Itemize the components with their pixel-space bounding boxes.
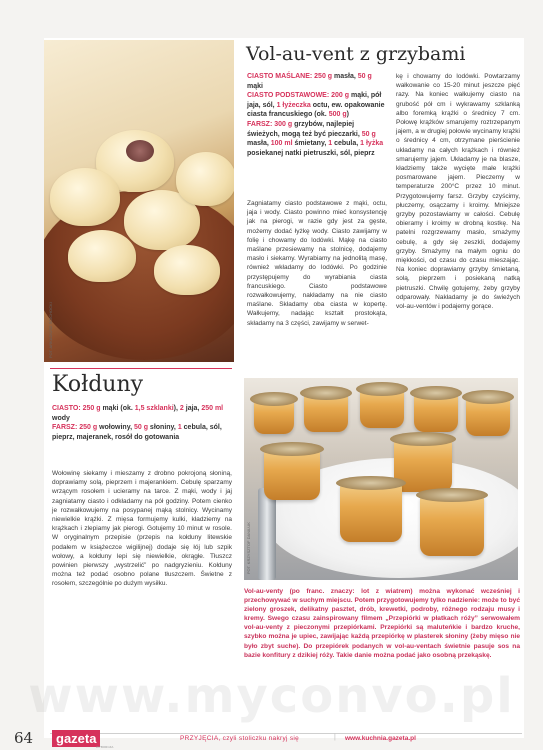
gazeta-logo: gazeta bbox=[52, 730, 100, 747]
volauvent-photo bbox=[244, 378, 518, 580]
ingredients-list bbox=[52, 404, 232, 442]
ingredient-text: słoniny, bbox=[147, 424, 178, 432]
ingredient-quantity: 50 g bbox=[361, 130, 376, 138]
dumpling-graphic bbox=[50, 168, 120, 226]
method-text: Wołowinę siekamy i mieszamy z drobno pokrojoną słoniną, doprawiamy solą, pieprzem i majerankiem. Cebulę sparzamy wrzącym rosołem i ucieramy na tarce. Z mąki, wody i jaj zagniatamy ciasto i odkładamy na pół godziny. Potem cienko je rozwałkowujemy na posypanej mąką stolnicy. Wycinamy niewielkie krążki. Z mięsa formujemy kulki, kładziemy na krążkach i zlepiamy jak pierogi. Gotujemy 10 minut w rosole. W oryginalnym przepisie (przepis na kołduny litewskie podałem w książeczce wigilijnej) dodaje się łój lub szpik wołowy, a kołduny lepi się niewielkie, okrągłe. Tłuszcz powinien pierwszy „wystrzelić” po nadgryzieniu. Kołduny można też podać osobno polane tłuszczem. Świetne z rosołem, szczególnie po dużym wysiłku. bbox=[52, 470, 232, 588]
ingredient-quantity: 300 g bbox=[274, 120, 293, 128]
ingredient-text: ), bbox=[173, 405, 180, 412]
ingredient-quantity: 250 g bbox=[314, 73, 333, 80]
logo-subtitle: WYBORCZA bbox=[96, 745, 114, 749]
ingredient-text: octu, ew. opakowanie ciasta francuskiego (ok. bbox=[247, 101, 385, 119]
section-slogan: PRZYJĘCIA, czyli stoliczku nakryj się bbox=[180, 735, 300, 742]
ingredient-quantity: 200 g bbox=[331, 92, 350, 100]
ingredient-quantity: 250 g bbox=[82, 405, 101, 412]
ingredient-text: mąki, pół jaja, sól, bbox=[247, 92, 382, 109]
ingredient-quantity: 100 ml bbox=[270, 140, 293, 148]
ingredient-quantity: 1 łyżeczka bbox=[276, 101, 311, 109]
ingredient-label: CIASTO: bbox=[52, 405, 83, 412]
ingredient-quantity: 50 g bbox=[357, 73, 372, 80]
ingredient-text: posiekanej natki pietruszki, sól, pieprz bbox=[247, 149, 375, 157]
koldunyphoto bbox=[44, 40, 234, 362]
ingredient-label: CIASTO PODSTAWOWE: bbox=[247, 92, 332, 100]
ingredient-text: wody bbox=[52, 414, 70, 422]
ingredient-text: masła, bbox=[247, 140, 271, 148]
pastry-graphic bbox=[304, 392, 348, 432]
ingredient-line bbox=[52, 423, 232, 442]
ingredient-text: cebula, sól, pieprz, majeranek, rosół do gotowania bbox=[52, 424, 222, 441]
ingredient-line bbox=[52, 404, 232, 423]
dumpling-graphic bbox=[176, 152, 234, 206]
ingredient-line bbox=[247, 91, 387, 120]
footer-separator: | bbox=[334, 734, 336, 741]
pastry-graphic bbox=[420, 494, 484, 556]
ingredient-label: FARSZ: bbox=[247, 120, 275, 128]
pastry-graphic bbox=[360, 388, 404, 428]
divider bbox=[50, 368, 232, 369]
pastry-graphic bbox=[254, 398, 294, 434]
pastry-graphic bbox=[414, 392, 458, 432]
dumpling-graphic bbox=[154, 245, 220, 295]
ingredient-quantity: 250 ml bbox=[201, 405, 224, 412]
dumpling-graphic bbox=[68, 230, 136, 282]
ingredient-text: grzybów, najlepiej świeżych, mogą też być pieczarki, bbox=[247, 120, 362, 138]
article-title: Kołduny bbox=[52, 372, 144, 397]
ingredient-line bbox=[247, 120, 387, 158]
ingredient-line bbox=[247, 72, 387, 91]
ingredient-label: CIASTO MAŚLANE: bbox=[247, 73, 315, 80]
ingredient-text: śmietany, bbox=[292, 140, 329, 148]
method-column-2: kę i chowamy do lodówki. Powtarzamy wałkowanie co 15-20 minut jeszcze pięć razy. Na koniec wałkujemy ciasto na grubość pół cm i wykrawamy szklanką albo foremką krążki o średnicy 7 cm. Połowę krążków smarujemy roztrzepanym jajem, a w drugiej połowie wycinamy krążki o średnicy 4 cm, otrzymane pierścienie układamy na całych krążkach i również smarujemy jajem. Układamy je na blasze, kładziemy także wycięte małe krążki posmarowane jajem. Pieczemy w temperaturze 200°C przez 10 minut. Przygotowujemy farsz. Grzyby czyścimy, płuczemy, osączamy i kroimy. Mniejsze grzyby pozostawiamy w całości. Cebulę obieramy i kroimy w drobną kostkę. Na patelni rozgrzewamy masło, smażymy cebulę, a gdy się zeszkli, dodajemy grzyby. Smażymy na małym ogniu do miękkości, od czasu do czasu mieszając. Na koniec doprawiamy grzyby śmietaną, solą, pieprzem i posiekaną natką pietruszki. Chwilę gotujemy, żeby grzyby odparowały. Nakładamy je do świeżych vol-au-ventów i podajemy gorące. bbox=[396, 73, 520, 311]
photo-credit: FOT. KRZYSZTOF DANILUK bbox=[246, 522, 251, 574]
chef-note: Vol-au-venty (po franc. znaczy: lot z wiatrem) można wykonać wcześniej i przechowywać w suchym miejscu. Potem przygotowujemy tylko nadzienie: może to być zielony groszek, delikatny pasztet, drób, krewetki, podroby, różnego rodzaju musy i kremy. Swego czasu zainspirowany filmem „Przepiórki w płatkach róży” serwowałem vol-au-venty z pieczonymi przepiórkami. Przepiórki są maluteńkie i bardzo kruche, szybko można je upiec, zawijając każdą przepiórkę w plasterek słoniny (żeby mięso nie było zbyt suche). Do przepiórek podanych w vol-au-ventach świetnie pasuje sos na bazie konfitury z dzikiej róży. Takie danie można podać jako osobną przekąskę. bbox=[244, 588, 520, 659]
method-column-1: Zagniatamy ciasto podstawowe z mąki, octu, jaja i wody. Ciasto powinno mieć konsystencję jak na pierogi, w razie gdy jest za gęste, możemy dodać łyżkę wody. Ciasto zawijamy w folię i chowamy do lodówki. Mąkę na ciasto maślane przesiewamy na stolnicę, dodajemy masło i siekamy. Wyrabiamy na jednolitą masę, również wkładamy do lodówki. Po godzinie przystępujemy do wyrabiania ciasta francuskiego. Ciasto podstawowe rozwałkowujemy, nakładamy na nie ciasto maślane. Składamy oba ciasta w kopertę. Wałkujemy, nadając kształt prostokąta, składamy na 3 części, zawijamy w serwet- bbox=[247, 200, 387, 327]
ingredient-quantity: 1,5 szklanki bbox=[134, 405, 174, 412]
ingredient-text: cebula, bbox=[332, 140, 361, 148]
ingredient-text: mąki bbox=[247, 82, 263, 90]
ingredient-quantity: 50 g bbox=[133, 424, 148, 432]
ingredient-label: FARSZ: bbox=[52, 424, 80, 432]
ingredient-quantity: 1 łyżka bbox=[360, 140, 384, 148]
ingredient-text: mąki (ok. bbox=[100, 405, 135, 412]
article-title: Vol-au-vent z grzybami bbox=[246, 43, 466, 65]
page-number: 64 bbox=[14, 729, 34, 747]
ingredient-text: ) bbox=[346, 111, 349, 119]
ingredient-quantity: 1 bbox=[177, 424, 182, 432]
pastry-graphic bbox=[264, 448, 320, 500]
ingredient-text: masła, bbox=[332, 73, 358, 80]
ingredient-text: wołowiny, bbox=[97, 424, 134, 432]
photo-credit: FOT. ARKADIUSZ ŚCICHOCKI bbox=[48, 302, 53, 358]
pastry-graphic bbox=[466, 396, 510, 436]
dumpling-filling-graphic bbox=[126, 140, 154, 162]
ingredient-quantity: 250 g bbox=[79, 424, 98, 432]
ingredients-list bbox=[247, 72, 387, 158]
pastry-graphic bbox=[340, 482, 402, 542]
ingredient-quantity: 1 bbox=[328, 140, 333, 148]
fork-graphic bbox=[258, 488, 276, 580]
watermark: www.myconvo.pl bbox=[28, 668, 515, 724]
ingredient-text: jaja, bbox=[183, 405, 202, 412]
footer-link[interactable]: www.kuchnia.gazeta.pl bbox=[345, 735, 416, 742]
ingredient-quantity: 2 bbox=[179, 405, 184, 412]
ingredient-quantity: 500 g bbox=[328, 111, 347, 119]
